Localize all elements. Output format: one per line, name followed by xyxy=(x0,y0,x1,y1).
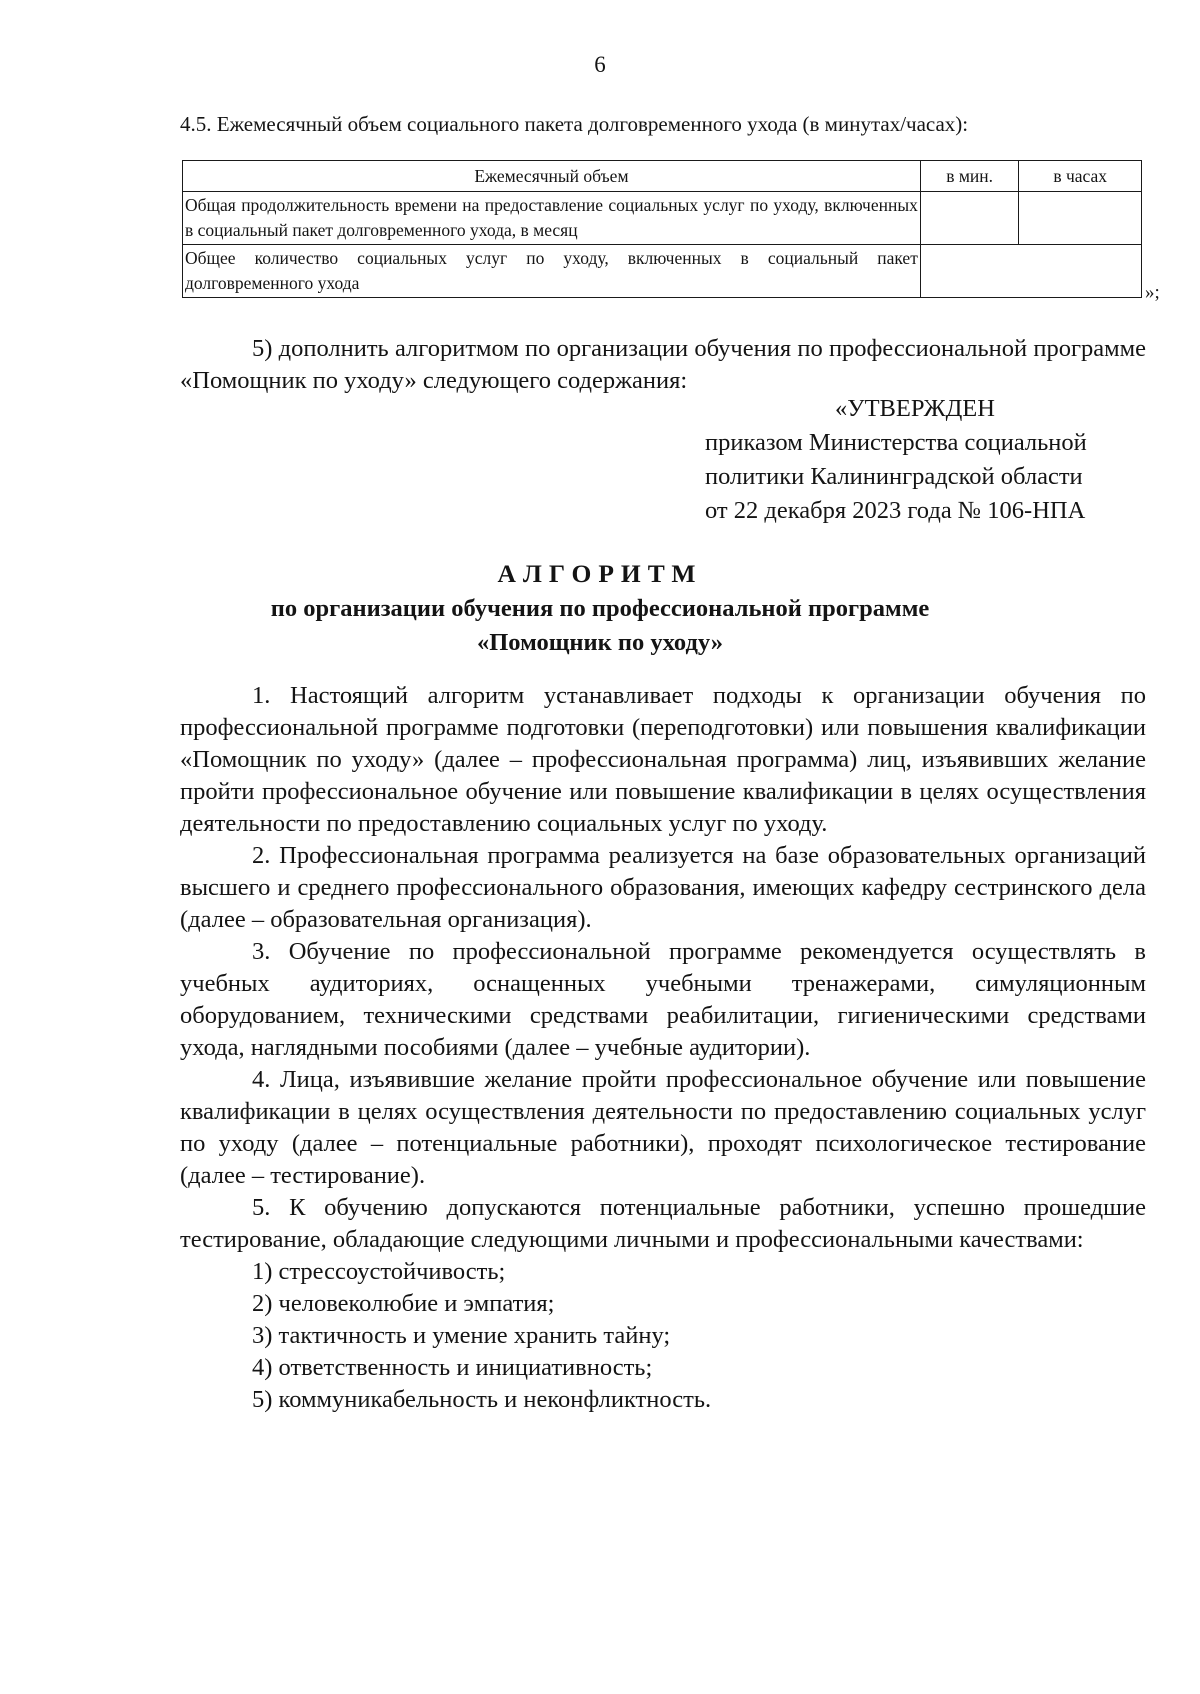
table-header-cell: Ежемесячный объем xyxy=(183,161,921,192)
intro-paragraph-block xyxy=(180,333,1146,397)
paragraph: 5. К обучению допускаются потенциальные работники, успешно прошедшие тестирование, обладающие следующими личными и профессиональными качествами: xyxy=(180,1194,1146,1253)
list-item: 4) ответственность и инициативность; xyxy=(252,1354,653,1381)
approval-line: «УТВЕРЖДЕН xyxy=(835,395,995,422)
approval-stamp xyxy=(705,392,1175,528)
table-cell: Общая продолжительность времени на предоставление социальных услуг по уходу, включенных в социальный пакет долговременного ухода, в месяц xyxy=(183,192,921,245)
intro-paragraph: 5) дополнить алгоритмом по организации обучения по профессиональной программе «Помощник по уходу» следующего содержания: xyxy=(180,335,1146,394)
approval-line: политики Калининградской области xyxy=(705,463,1083,490)
paragraph: 4. Лица, изъявившие желание пройти профессиональное обучение или повышение квалификации в целях осуществления деятельности по предоставлению социальных услуг по уходу (далее – потенциальные работники), проходят психологическое тестирование (далее – тестирование). xyxy=(180,1066,1146,1189)
document-subtitle: по организации обучения по профессиональной программе xyxy=(270,595,930,622)
table-cell xyxy=(920,192,1019,245)
table-cell xyxy=(1019,192,1142,245)
list-item: 2) человеколюбие и эмпатия; xyxy=(252,1290,555,1317)
paragraph: 1. Настоящий алгоритм устанавливает подходы к организации обучения по профессиональной программе подготовки (переподготовки) или повышения квалификации «Помощник по уходу» (далее – профессиональная программа) лиц, изъявивших желание пройти профессиональное обучение или повышение квалификации в целях осуществления деятельности по предоставлению социальных услуг по уходу. xyxy=(180,682,1146,837)
document-subtitle: «Помощник по уходу» xyxy=(477,629,723,656)
table-header-cell: в часах xyxy=(1019,161,1142,192)
table-cell xyxy=(920,245,1141,298)
approval-line: приказом Министерства социальной xyxy=(705,429,1087,456)
section-heading: 4.5. Ежемесячный объем социального пакета долговременного ухода (в минутах/часах): xyxy=(180,112,969,136)
document-title-block xyxy=(0,556,1200,660)
approval-line: от 22 декабря 2023 года № 106-НПА xyxy=(705,497,1086,524)
table-cell: Общее количество социальных услуг по уходу, включенных в социальный пакет долговременного ухода xyxy=(183,245,921,298)
table-header-cell: в мин. xyxy=(920,161,1019,192)
table-row xyxy=(183,245,1142,298)
page-number: 6 xyxy=(594,52,606,77)
closing-quote-mark: »; xyxy=(1145,282,1160,303)
monthly-volume-table xyxy=(182,160,1142,298)
table-header-row xyxy=(183,161,1142,192)
list-item: 3) тактичность и умение хранить тайну; xyxy=(252,1322,671,1349)
paragraph: 2. Профессиональная программа реализуется на базе образовательных организаций высшего и среднего профессионального образования, имеющих кафедру сестринского дела (далее – образовательная организация). xyxy=(180,842,1146,933)
main-body xyxy=(180,680,1146,1416)
paragraph: 3. Обучение по профессиональной программе рекомендуется осуществлять в учебных аудиториях, оснащенных учебными тренажерами, симуляционным оборудованием, техническими средствами реабилитации, гигиеническими средствами ухода, наглядными пособиями (далее – учебные аудитории). xyxy=(180,938,1146,1061)
list-item: 1) стрессоустойчивость; xyxy=(252,1258,506,1285)
document-title: АЛГОРИТМ xyxy=(497,559,703,588)
table-row xyxy=(183,192,1142,245)
list-item: 5) коммуникабельность и неконфликтность. xyxy=(252,1386,712,1413)
